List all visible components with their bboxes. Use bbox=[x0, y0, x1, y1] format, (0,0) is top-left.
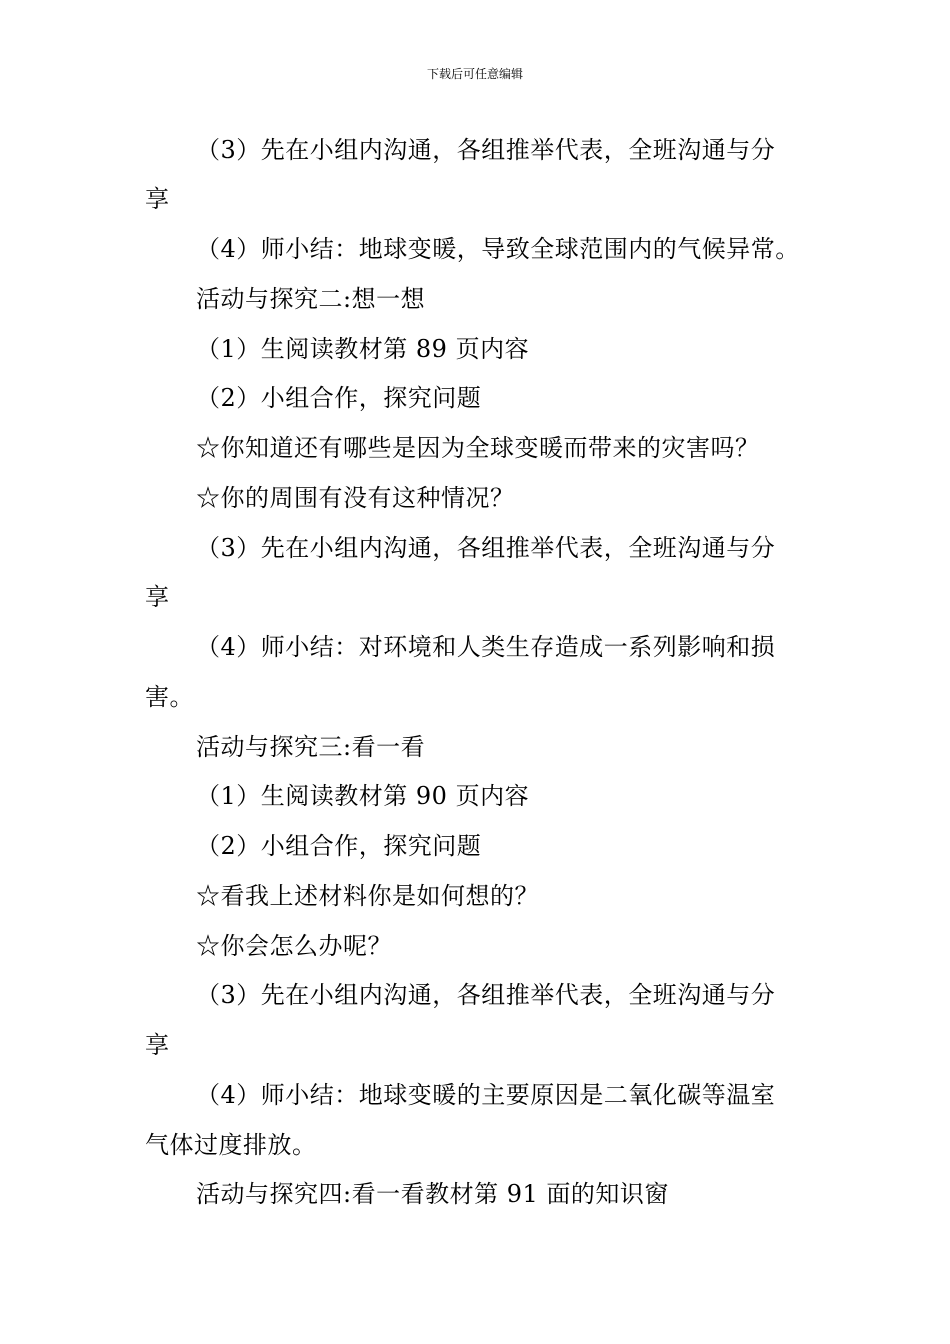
paragraph-line: （4）师小结：地球变暖，导致全球范围内的气候异常。 bbox=[196, 235, 800, 263]
paragraph-line: 享 bbox=[145, 185, 170, 213]
paragraph-line: （4）师小结：对环境和人类生存造成一系列影响和损 bbox=[196, 633, 776, 661]
page-header: 下载后可任意编辑 bbox=[426, 67, 523, 81]
paragraph-line: （3）先在小组内沟通，各组推举代表，全班沟通与分 bbox=[196, 534, 776, 562]
paragraph-line: 害。 bbox=[145, 683, 194, 711]
paragraph-line: （1）生阅读教材第 89 页内容 bbox=[196, 335, 530, 363]
paragraph-line: 享 bbox=[145, 583, 170, 611]
question-line: ☆你的周围有没有这种情况？ bbox=[196, 484, 515, 512]
question-line: ☆你知道还有哪些是因为全球变暖而带来的灾害吗？ bbox=[196, 434, 760, 462]
paragraph-line: 享 bbox=[145, 1031, 170, 1059]
question-line: ☆看我上述材料你是如何想的？ bbox=[196, 882, 539, 910]
section-heading: 活动与探究二:想一想 bbox=[196, 285, 426, 313]
paragraph-line: （3）先在小组内沟通，各组推举代表，全班沟通与分 bbox=[196, 981, 776, 1009]
section-heading: 活动与探究四:看一看教材第 91 面的知识窗 bbox=[196, 1180, 669, 1208]
paragraph-line: （4）师小结：地球变暖的主要原因是二氧化碳等温室 bbox=[196, 1081, 776, 1109]
question-line: ☆你会怎么办呢？ bbox=[196, 932, 392, 960]
paragraph-line: （3）先在小组内沟通，各组推举代表，全班沟通与分 bbox=[196, 136, 776, 164]
paragraph-line: （1）生阅读教材第 90 页内容 bbox=[196, 782, 530, 810]
paragraph-line: （2）小组合作，探究问题 bbox=[196, 832, 482, 860]
paragraph-line: （2）小组合作，探究问题 bbox=[196, 384, 482, 412]
paragraph-line: 气体过度排放。 bbox=[145, 1131, 317, 1159]
section-heading: 活动与探究三:看一看 bbox=[196, 733, 426, 761]
